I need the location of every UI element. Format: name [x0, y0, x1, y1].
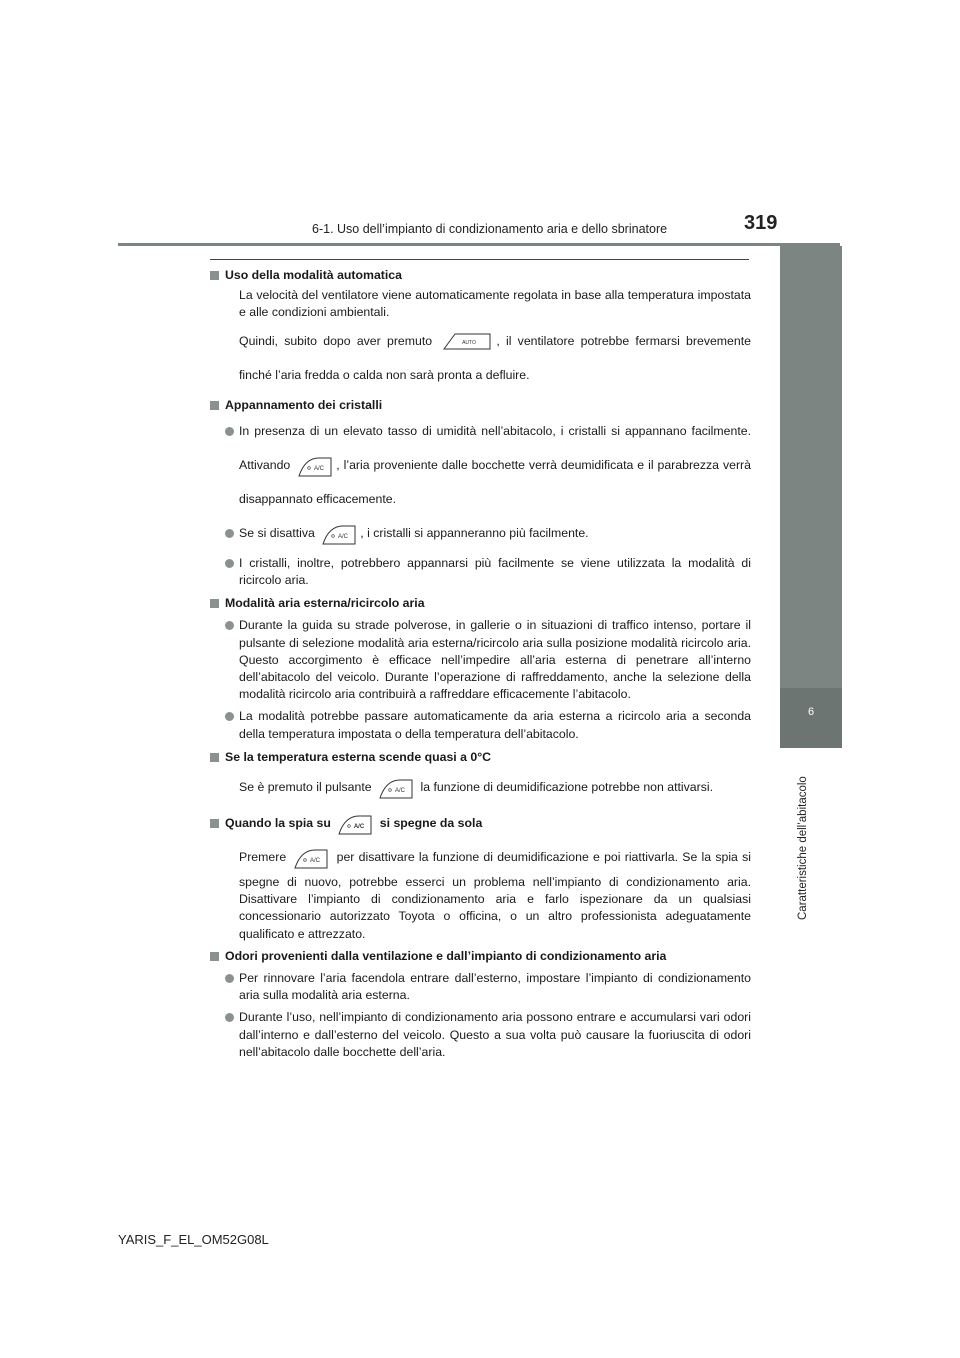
doc-code: YARIS_F_EL_OM52G08L [118, 1232, 269, 1247]
svg-text:A/C: A/C [354, 823, 365, 830]
list-item: I cristalli, inoltre, potrebbero appannarsi più facilmente se viene utilizzata la modalità di ricircolo aria. [210, 555, 751, 589]
content-rule [210, 259, 749, 260]
list-item: La modalità potrebbe passare automaticamente da aria esterna a ricircolo aria a seconda della temperatura impostata o della temperatura dell’abitacolo. [210, 708, 751, 742]
chapter-title: Caratteristiche dell’abitacolo [797, 776, 809, 920]
section-heading: Uso della modalità automatica [210, 267, 751, 284]
auto-button-icon [441, 331, 493, 351]
round-bullet-icon [225, 559, 234, 568]
paragraph: Premere A/C per disattivare la funzione di deumidificazione e poi riattivarla. Se la spia si spegne di nuovo, potrebbe esserci un problema nell’impianto di condizionamento aria. Disattivare l’impianto di condizionamento aria e farlo ispezionare da un qualsiasi concessionario autorizzato Toyota o officina, o un altro professionista adeguatamente qualificato e attrezzato. [210, 840, 751, 943]
svg-text:A/C: A/C [310, 857, 321, 864]
square-bullet-icon [210, 599, 219, 608]
round-bullet-icon [225, 974, 234, 983]
square-bullet-icon [210, 401, 219, 410]
svg-text:A/C: A/C [395, 787, 406, 794]
ac-button-icon [297, 456, 333, 476]
square-bullet-icon [210, 819, 219, 828]
section-title: 6-1. Uso dell’impianto di condizionamento aria e dello sbrinatore [312, 222, 668, 236]
round-bullet-icon [225, 712, 234, 721]
section-heading: Odori provenienti dalla ventilazione e dall’impianto di condizionamento aria [210, 948, 751, 965]
list-item: Durante la guida su strade polverose, in gallerie o in situazioni di traffico intenso, portare il pulsante di selezione modalità aria esterna/ricircolo aria sulla posizione modalità ricircolo aria. Questo accorgimento è efficace nell’impedire all’aria esterna di penetrare all’interno dell’abitacolo del veicolo. Durante l’operazione di raffreddamento, anche la selezione della modalità ricircolo aria contribuirà a raffreddare efficacemente l’abitacolo. [210, 617, 751, 703]
side-bar [780, 246, 842, 688]
chapter-tab [780, 688, 842, 748]
content [210, 267, 751, 1061]
square-bullet-icon [210, 271, 219, 280]
ac-button-icon [378, 778, 414, 798]
ac-button-icon [337, 814, 373, 834]
section-heading: Se la temperatura esterna scende quasi a 0°C [210, 749, 751, 766]
round-bullet-icon [225, 1013, 234, 1022]
list-item: Se si disattiva A/C , i cristalli si appanneranno più facilmente. [210, 516, 751, 550]
list-item: In presenza di un elevato tasso di umidità nell’abitacolo, i cristalli si appannano facilmente. Attivando A/C , l’aria proveniente dalle bocchette verrà deumidificata e il parabrezza verrà disappannato efficacemente. [210, 414, 751, 516]
round-bullet-icon [225, 621, 234, 630]
list-item: Durante l’uso, nell’impianto di condizionamento aria possono entrare e accumularsi vari odori dall’interno e dall’esterno del veicolo. Questo a sua volta può causare la fuoriuscita di odori nell’abitacolo dalle bocchette dell’aria. [210, 1009, 751, 1061]
paragraph: Quindi, subito dopo aver premuto AUTO , il ventilatore potrebbe fermarsi brevemente finché l’aria fredda o calda non sarà pronta a defluire. [210, 324, 751, 392]
round-bullet-icon [225, 427, 234, 436]
list-item: Per rinnovare l’aria facendola entrare dall’esterno, impostare l’impianto di condizionamento aria sulla modalità aria esterna. [210, 970, 751, 1004]
paragraph: Se è premuto il pulsante A/C la funzione di deumidificazione potrebbe non attivarsi. [210, 770, 751, 804]
ac-button-icon [293, 848, 329, 868]
page-number: 319 [744, 212, 778, 234]
section-heading: Quando la spia su A/C si spegne da sola [210, 806, 751, 840]
svg-text:A/C: A/C [338, 533, 349, 540]
paragraph: La velocità del ventilatore viene automaticamente regolata in base alla temperatura impostata e alle condizioni ambientali. [239, 288, 751, 320]
square-bullet-icon [210, 952, 219, 961]
chapter-number: 6 [807, 706, 815, 718]
svg-text:AUTO: AUTO [462, 340, 477, 347]
header-rule [118, 243, 840, 246]
section-heading: Appannamento dei cristalli [210, 397, 751, 414]
svg-text:A/C: A/C [314, 465, 325, 472]
square-bullet-icon [210, 753, 219, 762]
round-bullet-icon [225, 529, 234, 538]
ac-button-icon [321, 524, 357, 544]
section-heading: Modalità aria esterna/ricircolo aria [210, 595, 751, 612]
